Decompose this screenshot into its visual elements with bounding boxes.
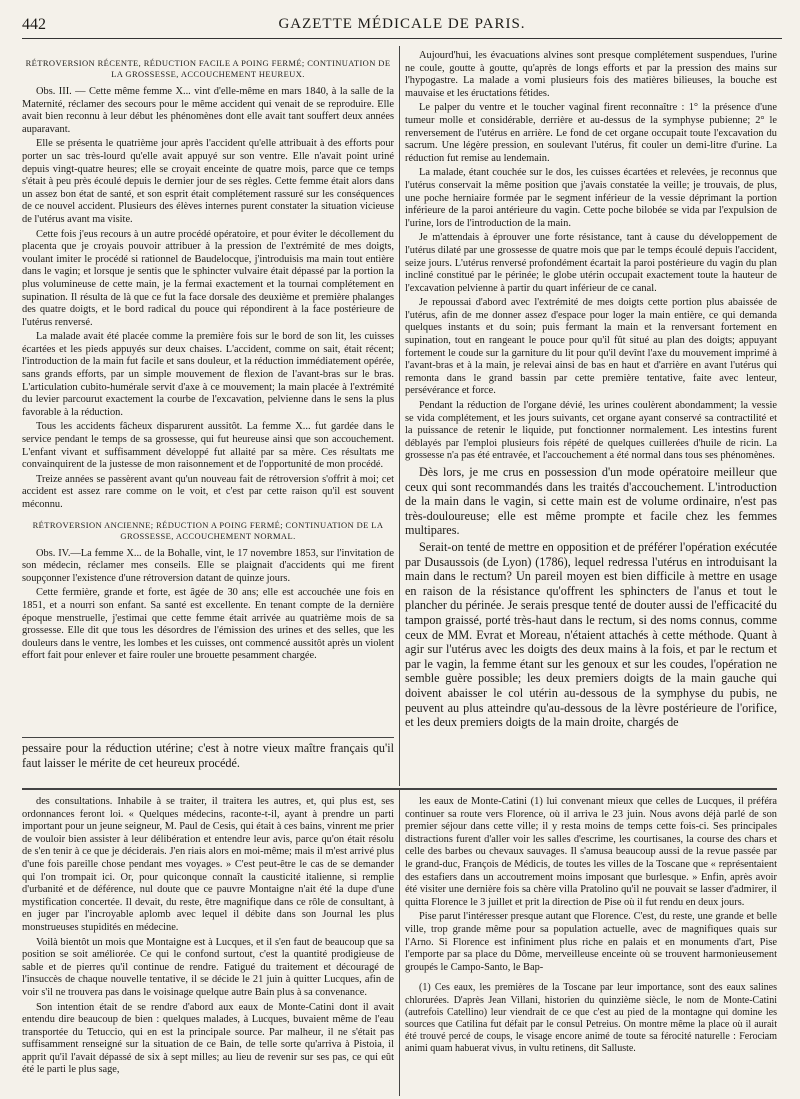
paragraph: La malade, étant couchée sur le dos, les cuisses écartées et relevées, je reconnus que l'utérus conservait la même position que j'avais constatée la veille; je trouvais, de plus, une poche herniaire formée par le segment inférieur de la vessie déprimant la portion inférieure de la paroi antérieure du vagin. Cette poche bilobée se vida par l'expulsion de l'urine, lors de l'introduction de la main. xyxy=(405,167,777,229)
section-title-obs3: RÉTROVERSION RÉCENTE, RÉDUCTION FACILE A POING FERMÉ; CONTINUATION DE LA GROSSESSE, ACCOUCHEMENT HEUREUX. xyxy=(25,58,391,79)
paragraph: Obs. IV.—La femme X... de la Bohalle, vint, le 17 novembre 1853, sur l'invitation de son médecin, réclamer mes conseils. Elle se plaignait d'accidents qui me firent soupçonner l'existence d'une rétroversion datant de quinze jours. xyxy=(22,547,394,584)
page-header xyxy=(22,14,782,39)
paragraph: Pendant la réduction de l'organe dévié, les urines coulèrent abondamment; la vessie se vida complétement, et les jours suivants, cet organe ayant conservé sa contractilité et la puissance de retenir le liquide, put fonctionner normalement. Les intestins furent déblayés par l'emploi plusieurs fois répété de quelques cuillerées d'huile de ricin. La grossesse n'a pas été entravée, et l'accouchement a été normal dans tous ses phénomènes. xyxy=(405,400,777,462)
paragraph: pessaire pour la réduction utérine; c'est à notre vieux maître français qu'il faut laisser le mérite de cet heureux procédé. xyxy=(22,741,394,770)
paragraph: Tous les accidents fâcheux disparurent aussitôt. La femme X... fut gardée dans le service pendant le temps de sa grossesse, qui fut heureuse ainsi que son accouchement. L'enfant vivant et suffisamment développé fut allaité par sa mère. Ces résultats me convainquirent de la justesse de mon raisonnement et de l'opportunité de mon procédé. xyxy=(22,421,394,471)
feuilleton-left-column xyxy=(22,796,394,1096)
column-divider xyxy=(399,46,400,786)
paragraph: Aujourd'hui, les évacuations alvines sont presque complétement suspendues, l'urine ne coule, goutte à goutte, qu'après de longs efforts et par la pression des mains sur l'hypogastre. La malade a vomi plusieurs fois des matières bilieuses, la bouche est mauvaise et les éructations fétides. xyxy=(405,50,777,99)
paragraph: La malade avait été placée comme la première fois sur le bord de son lit, les cuisses écartées et les pieds appuyés sur deux chaises. L'accident, comme on sait, était récent; l'introduction de la main fut facile et sans douleur, et la réduction immédiatement opérée, sans grands efforts, par un simple mouvement de flexion de l'avant-bras sur le bras. L'articulation cubito-humérale servit d'axe à ce mouvement; la main placée à l'extrémité du levier parcourut exactement la courbe de l'excavation, pelvienne dans le sens la plus favorable à la réduction. xyxy=(22,331,394,418)
paragraph: Je m'attendais à éprouver une forte résistance, tant à cause du développement de l'utérus dilaté par une grossesse de quatre mois que par le temps écoulé depuis l'accident, seize jours. L'utérus renversé profondément écartait la paroi postérieure du vagin du plan incliné constitué par le périnée; le globe utérin occupait exactement toute la hauteur de l'excavation pelvienne à partir du quart inférieur de ce canal. xyxy=(405,232,777,294)
paragraph: Voilà bientôt un mois que Montaigne est à Lucques, et il s'en faut de beaucoup que sa position se soit améliorée. Ce qui le confond surtout, c'est la quantité prodigieuse de sable et de pierres qu'il continue de rendre. Fatigué du traitement et découragé de l'insuccès de chaque nouvelle tentative, il se décide le 21 juin à quitter Lucques, afin de voir s'il ne trouvera pas dans le voisinage quelque autre Bain plus à sa convenance. xyxy=(22,936,394,998)
paragraph: Obs. III. — Cette même femme X... vint d'elle-même en mars 1840, à la salle de la Maternité, réclamer des secours pour le même accident qui venait de se reproduire. Elle avait bien reconnu à leur début les phénomènes dont elle avait tant souffert deux années auparavant. xyxy=(22,86,394,135)
paragraph: Treize années se passèrent avant qu'un nouveau fait de rétroversion s'offrit à moi; cet accident est assez rare comme on le voit, et c'est par cette raison qu'il est souvent méconnu. xyxy=(22,473,394,510)
footnote-text: (1) Ces eaux, les premières de la Toscane par leur importance, sont des eaux salines chlorurées. D'après Jean Villani, historien du quinzième siècle, le nom de Monte-Catini (autrefois Catellino) leur viendrait de ce que c'est au pied de la montagne qui domine les sources que Catilina fut défait par le consul Petreius. On montre même la place où il aurait été trouvé percé de coups, le visage encore animé de toute sa férocité naturelle : Ferociam animi quam habuerat vivus, in vultu retinens, dit Salluste. xyxy=(405,982,777,1055)
column-divider xyxy=(399,790,400,1096)
paragraph: Pise parut l'intéresser presque autant que Florence. C'est, du reste, une grande et belle ville, trop grande même pour sa population actuelle, avec de magnifiques quais sur l'Arno. Si Florence est infiniment plus riche en palais et en monuments d'art, Pise l'emporte par sa place du Dôme, merveilleuse enceinte où se trouvent harmonieusement groupés le Campo-Santo, le Bap- xyxy=(405,911,777,973)
page-number: 442 xyxy=(22,16,46,33)
paragraph: Cette fois j'eus recours à un autre procédé opératoire, et pour éviter le décollement du placenta que je croyais pouvoir attribuer à la pression de l'extrémité de mes doigts, voulant imiter le procédé si rationnel de Baudelocque, j'introduisis ma main tout entière dans le vagin; et lorsque je sentis que le sphincter vulvaire était dépassé par la portion la plus volumineuse de cette main, je la fermai exactement et la tournai complétement en supination. Il résulta de là que ce fut la face dorsale des deuxième et première phalanges des quatre doigts, et le bord radical du pouce qui répondirent à la face postérieure de l'utérus renversé. xyxy=(22,228,394,328)
paragraph: Son intention était de se rendre d'abord aux eaux de Monte-Catini dont il avait entendu dire beaucoup de bien : quelques malades, à Lucques, buvaient même de l'eau transportée du Tetuccio, qui en est la principale source. Par malheur, il ne s'était pas suffisamment renseigné sur la situation de ce Bain, de telle sorte qu'arriva à Pistoia, il apprit qu'il l'avait dépassé de six à sept milles; au lieu de revenir sur ses pas, ce qui eût été le parti le plus sage, xyxy=(22,1001,394,1076)
paragraph: Elle se présenta le quatrième jour après l'accident qu'elle attribuait à des efforts pour porter un sac très-lourd qu'elle avait appuyé sur son ventre. Elle n'avait point uriné depuis vingt-quatre heures; elle se croyait enceinte de quatre mois, parce que ce temps s'était à peu près écoulé depuis le dernier jour de ses règles. Cette femme était alors dans un assez bon état de santé, et son esprit était complétement rassuré sur les conséquences de ce nouvel accident. Plusieurs des élèves internes purent constater la situation vicieuse de l'utérus avant ma visite. xyxy=(22,138,394,225)
paragraph: Dès lors, je me crus en possession d'un mode opératoire meilleur que ceux qui sont recommandés dans les traités d'accouchement. L'introduction de la main dans le vagin, si cette main est de volume ordinaire, n'est pas très-douloureuse; elle est même prompte et facile chez les femmes multipares. xyxy=(405,465,777,538)
continuation-text xyxy=(22,741,394,772)
paragraph: des consultations. Inhabile à se traiter, il traitera les autres, et, qui plus est, ses ordonnances feront loi. « Quelques médecins, raconte-t-il, ayant à prendre un parti important pour un jeune seigneur, M. Paul de Cesis, qui était à ces bains, vinrent me prier de vouloir bien assister à leur délibération et entendre leur avis, parce qu'on était résolu de s'en tenir à ce que je déciderais. J'en riais alors en moi-même; mais il m'est arrivé plus d'une fois pareille chose pendant mes voyages. » C'est peut-être le cas de se demander qui l'on trompait ici. Or, pour quiconque connaît la causticité italienne, si remplie d'urbanité et de déférence, nul doute que ce pauvre Montaigne n'ait été la dupe d'une mystification concertée. Il devait, du reste, être magnifique dans ce rôle de consultant, à en juger par l'incroyable aplomb avec lequel il débite dans son Journal les plus monstrueuses stupidités en médecine. xyxy=(22,796,394,933)
paragraph: Je repoussai d'abord avec l'extrémité de mes doigts cette portion plus abaissée de l'utérus, afin de me donner assez d'espace pour loger la main entière, ce qui demanda quelques instants et du soin; puis fermant la main et la renversant fortement en supination, tout en rangeant le pouce pour qu'il fût situé au plan des doigts; appuyant fortement le coude sur la garniture du lit pour qu'il devînt l'axe du mouvement imprimé à l'avant-bras et à la main, je relevai ainsi de bas en haut et d'arrière en avant l'utérus qui remonta dans le grand bassin par cette première tentative, faite avec lenteur, persévérance et force. xyxy=(405,297,777,397)
paragraph: Le palper du ventre et le toucher vaginal firent reconnaître : 1° la présence d'une tumeur molle et considérable, derrière et au-dessus de la symphyse pubienne; 2° le renversement de l'utérus en arrière. Le fond de cet organe occupait toute l'excavation du sacrum. Une légère pression, en soulevant l'utérus, fit couler un demi-litre d'urine. La réduction fut remise au lendemain. xyxy=(405,102,777,164)
large-type-section xyxy=(405,465,777,730)
left-column xyxy=(22,50,394,736)
paragraph: Serait-on tenté de mettre en opposition et de préférer l'opération exécutée par Dusaussois (de Lyon) (1786), lequel redressa l'utérus en introduisant la main dans le rectum? Un pareil moyen est bien difficile à mettre en usage en raison de la résistance qu'offrent les sphincters de l'anus et tout le plancher du périnée. Je serais presque tenté de douter aussi de l'efficacité du tampon graissé, porté très-haut dans le rectum, si des noms connus, comme ceux de MM. Evrat et Moreau, n'étaient attachés à cette méthode. Quant à agir sur l'utérus avec les doigts des deux mains à la fois, et par le rectum et par le vagin, la femme étant sur les genoux et sur les coudes, l'opération ne semble guère possible; les deux premiers doigts de la main gauche qui doivent abaisser le col utérin au-dessous de la symphyse du pubis, ne peuvent au plus atteindre qu'au-dessous de la lèvre postérieure de l'orifice, et les deux premiers doigts de la main droite, chargés de xyxy=(405,539,777,730)
journal-title: GAZETTE MÉDICALE DE PARIS. xyxy=(278,16,526,32)
section-title-obs4: RÉTROVERSION ANCIENNE; RÉDUCTION A POING FERMÉ; CONTINUATION DE LA GROSSESSE, ACCOUCHEMENT NORMAL. xyxy=(32,519,384,541)
footnote xyxy=(405,982,777,1055)
paragraph: Cette fermière, grande et forte, est âgée de 30 ans; elle est accouchée une fois en 1851, et a nourri son enfant. Sa santé est excellente. En tenant compte de la dernière époque menstruelle, j'estimai que cette femme était arrivée au quatrième mois de sa grossesse. Elle dit que tous les désordres de l'émission des urines et des selles, que les douleurs dans le ventre, les lombes et les cuisses, ont commencé aussitôt après un violent effort fait pour enlever et faire rouler une brouette pesamment chargée. xyxy=(22,587,394,662)
feuilleton-right-column xyxy=(405,796,777,1096)
right-column xyxy=(405,50,777,780)
paragraph: les eaux de Monte-Catini (1) lui convenant mieux que celles de Lucques, il préféra continuer sa route vers Florence, où il arriva le 23 juin. Nous avons déjà parlé de son premier séjour dans cette ville; il y resta moins de temps cette fois-ci. Ses principales distractions furent d'aller voir les salles d'escrime, les courtisanes, la course des chars et celle des barbes ou chevaux sauvages. Il s'amusa beaucoup aussi de la revue passée par le grand-duc, François de Médicis, de toutes les villes de la Toscane que « représentaient des estafiers dans un accoutrement moins imposant que burlesque. » Enfin, après avoir été visiter une dernière fois sa chère villa Pratolino qu'il ne pouvait se lasser d'admirer, il quitta Florence le 3 juillet et prit la direction de Pise où il fut rendu en deux jours. xyxy=(405,796,777,908)
divider-line xyxy=(22,737,394,738)
